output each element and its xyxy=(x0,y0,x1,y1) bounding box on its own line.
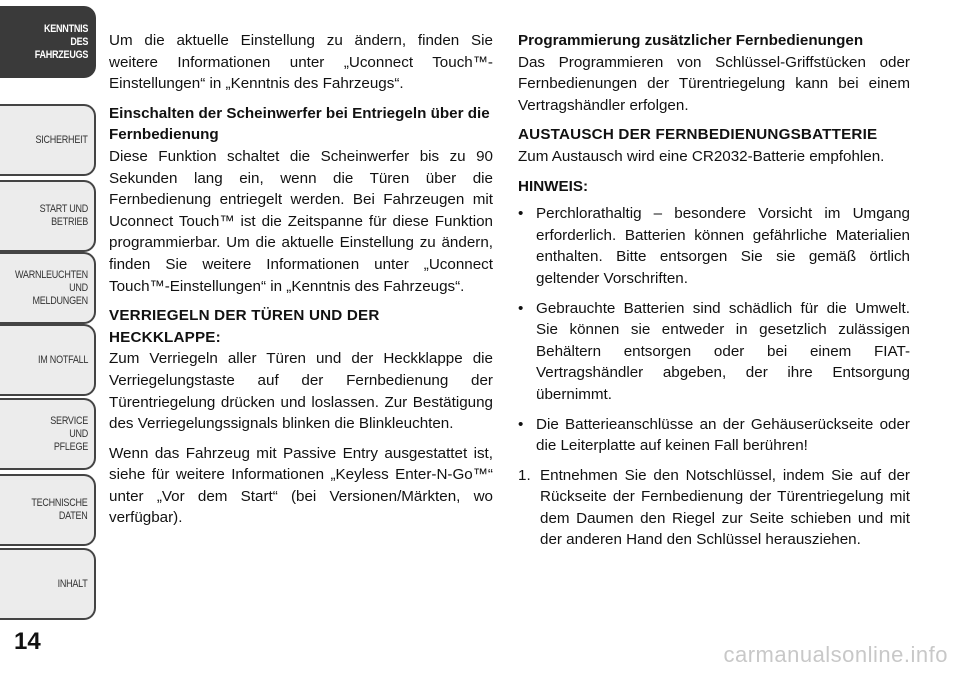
paragraph: Wenn das Fahrzeug mit Passive Entry ausgestattet ist, siehe für weitere Informationen „Keyless Enter-N-Go™“ unter „Vor dem Start“ (bei Versionen/Märkten, wo verfügbar). xyxy=(109,444,493,527)
bullet-marker: • xyxy=(518,415,524,433)
watermark: carmanualsonline.info xyxy=(723,642,948,667)
list-item xyxy=(518,298,910,406)
section-heading: Programmierung zusätzlicher Fernbedienungen xyxy=(518,32,864,49)
step-item xyxy=(518,465,910,551)
step-text: Entnehmen Sie den Notschlüssel, indem Sie auf der Rückseite der Fernbedienung der Türentriegelung mit dem Daumen den Riegel zur Seite schieben und mit der anderen Hand den Schlüssel herausziehen. xyxy=(540,466,910,549)
paragraph: Zum Verriegeln aller Türen und der Heckklappe die Verriegelungstaste auf der Fernbedienung der Türentriegelung drücken und loslassen. Zur Bestätigung des Verriegelungssignals blinken die Blinkleuchten. xyxy=(109,350,493,433)
tab-kenntnis-des-fahrzeugs[interactable] xyxy=(0,6,96,78)
tab-label: IM NOTFALL xyxy=(37,353,88,366)
bullet-marker: • xyxy=(518,205,524,223)
paragraph: Diese Funktion schaltet die Scheinwerfer bis zu 90 Sekunden lang ein, wenn die Türen über die Fernbedienung entriegelt werden. Bei Fahrzeugen mit Uconnect Touch™ ist die Zeitspanne für diese Funktion programmierbar. Um die aktuelle Einstellung zu ändern, finden Sie weitere Informationen unter „Uconnect Touch™-Einstellungen“ in „Kenntnis des Fahrzeugs“. xyxy=(109,147,493,295)
page-number: 14 xyxy=(14,628,41,655)
list-item xyxy=(518,203,910,289)
tab-start-und-betrieb[interactable] xyxy=(0,180,96,252)
tab-technische-daten[interactable] xyxy=(0,474,96,546)
list-item-text: Gebrauchte Batterien sind schädlich für die Umwelt. Sie können sie entweder in gesetzlich zulässigen Behältern entsorgen oder bei einem FIAT-Vertragshändler abgeben, der ihre Entsorgung übernimmt. xyxy=(536,299,910,403)
tab-label: TECHNISCHE DATEN xyxy=(31,497,88,522)
note-heading: HINWEIS: xyxy=(518,177,589,195)
tab-label: KENNTNIS DES FAHRZEUGS xyxy=(34,22,88,61)
tab-label: WARNLEUCHTEN UND MELDUNGEN xyxy=(15,268,88,307)
tab-inhalt[interactable] xyxy=(0,548,96,620)
bullet-marker: • xyxy=(518,299,524,317)
paragraph: Zum Austausch wird eine CR2032-Batterie empfohlen. xyxy=(518,147,885,165)
list-item-text: Die Batterieanschlüsse an der Gehäuserückseite oder die Leiterplatte auf keinen Fall berühren! xyxy=(536,415,910,455)
list-item-text: Perchlorathaltig – besondere Vorsicht im Umgang erforderlich. Batterien können gefährliche Materialien enthalten. Bitte entsorgen Sie sie gemäß örtlich geltender Vorschriften. xyxy=(536,205,910,287)
section-heading: VERRIEGELN DER TÜREN UND DER HECKKLAPPE: xyxy=(109,307,380,346)
tab-warnleuchten-und-meldungen[interactable] xyxy=(0,252,96,324)
chapter-sidebar xyxy=(0,0,100,678)
paragraph: Um die aktuelle Einstellung zu ändern, finden Sie weitere Informationen unter „Uconnect Touch™-Einstellungen“ in „Kenntnis des Fahrzeugs“. xyxy=(109,32,493,93)
tab-label: START UND BETRIEB xyxy=(39,203,88,228)
tab-sicherheit[interactable] xyxy=(0,104,96,176)
tab-label: SICHERHEIT xyxy=(35,133,88,146)
paragraph: Das Programmieren von Schlüssel-Griffstücken oder Fernbedienungen der Türentriegelung kann bei einem Vertragshändler erfolgen. xyxy=(518,53,910,114)
list-item xyxy=(518,414,910,457)
left-column xyxy=(109,30,493,537)
tab-im-notfall[interactable] xyxy=(0,324,96,396)
tab-label: INHALT xyxy=(58,577,88,590)
tab-service-und-pflege[interactable] xyxy=(0,398,96,470)
section-heading: AUSTAUSCH DER FERNBEDIENUNGSBATTERIE xyxy=(518,126,878,144)
tab-label: SERVICE UND PFLEGE xyxy=(50,414,88,453)
note-list xyxy=(518,203,910,457)
steps-list xyxy=(518,465,910,551)
step-number: 1. xyxy=(518,466,531,484)
right-column xyxy=(518,30,910,559)
section-heading: Einschalten der Scheinwerfer bei Entriegeln über die Fernbedienung xyxy=(109,104,490,144)
